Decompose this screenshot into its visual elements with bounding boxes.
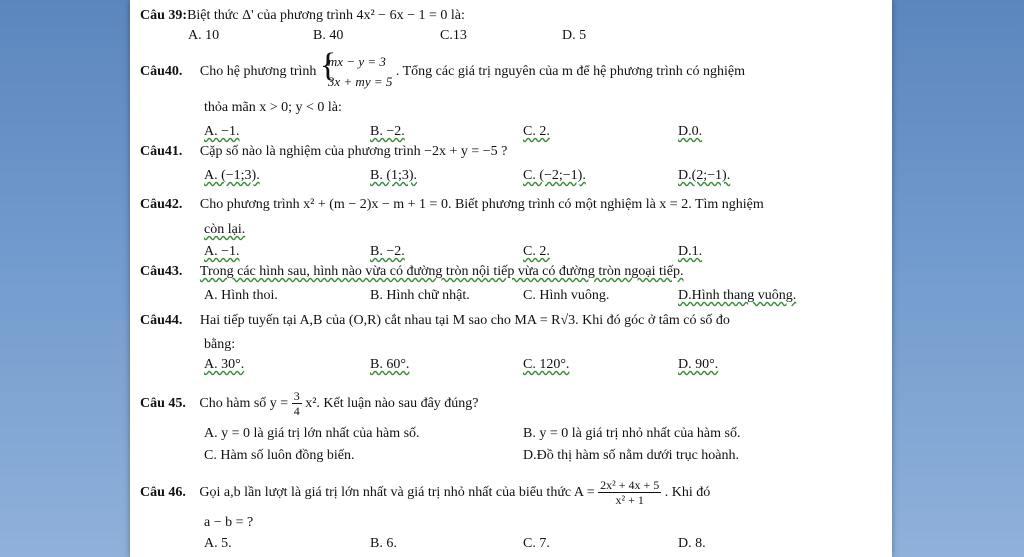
question-41 [140,144,507,161]
option-b: B. 40 [313,28,344,43]
question-42 [140,197,764,214]
option-c: C. 7. [523,536,550,551]
fraction-denominator: x² + 1 [615,493,644,508]
option-a: A. 30°. [204,357,245,372]
option-d: D. 8. [678,536,706,551]
option-d: D.Đồ thị hàm số nằm dưới trục hoành. [523,448,740,463]
question-text: Trong các hình sau, hình nào vừa có đường tròn nội tiếp vừa có đường tròn ngoại tiếp. [199,264,684,279]
option-d: D.0. [678,124,703,139]
question-label: Câu41. [140,144,183,159]
fraction-numerator: 3 [293,389,300,403]
option-c: C.13 [440,28,467,43]
question-39 [140,8,465,25]
option-a: A. −1. [204,124,240,139]
fraction-numerator: 2x² + 4x + 5 [600,478,660,492]
option-d: D. 90°. [678,357,719,372]
option-b: B. y = 0 là giá trị nhỏ nhất của hàm số. [523,426,741,441]
option-a: A. 5. [204,536,232,551]
question-label: Câu42. [140,197,183,212]
equation-1: mx − y = 3 [327,54,386,69]
question-text: Gọi a,b lần lượt là giá trị lớn nhất và giá trị nhỏ nhất của biểu thức A = [199,485,595,501]
option-d: D.Hình thang vuông. [678,288,797,303]
fraction [598,478,661,508]
equation-2: 3x + my = 5 [327,74,393,89]
question-text-cont: x². Kết luận nào sau đây đúng? [305,396,479,412]
option-c: C. 2. [523,124,550,139]
question-text: Hai tiếp tuyến tại A,B của (O,R) cắt nhau tại M sao cho MA = R√3. Khi đó góc ở tâm có số đo [199,313,730,328]
question-text-line2: còn lại. [204,222,246,237]
question-label: Câu43. [140,264,183,279]
question-text: Cho phương trình x² + (m − 2)x − m + 1 = 0. Biết phương trình có một nghiệm là x = 2. Tìm nghiệm [199,197,764,212]
fraction-denominator: 4 [293,404,300,419]
question-label: Câu44. [140,313,183,328]
question-text-line2: bằng: [204,337,236,352]
equation-system: { mx − y = 3 3x + my = 5 [320,52,392,92]
option-b: B. 60°. [370,357,410,372]
question-text-cont: . Khi đó [664,485,711,501]
fraction [292,389,302,419]
question-text: Cặp số nào là nghiệm của phương trình −2x + y = −5 ? [199,144,508,159]
option-a: A. (−1;3). [204,168,260,183]
option-a: A. y = 0 là giá trị lớn nhất của hàm số. [204,426,420,441]
question-text-line2: thỏa mãn x > 0; y < 0 là: [204,100,342,115]
question-40 [140,47,745,92]
question-label: Câu 46. [140,485,186,501]
option-b: B. 6. [370,536,397,551]
option-d: D.(2;−1). [678,168,731,183]
question-label: Câu 39: [140,8,188,23]
option-c: C. Hình vuông. [523,288,610,303]
question-text-line2: a − b = ? [204,515,254,530]
question-label: Câu 45. [140,396,186,412]
question-46 [140,478,710,508]
option-a: A. −1. [204,244,240,259]
question-text: Biệt thức Δ' của phương trình 4x² − 6x − 1 = 0 là: [187,8,465,23]
question-43 [140,264,684,281]
question-text-cont: . Tổng các giá trị nguyên của m để hệ phương trình có nghiệm [395,64,745,80]
option-d: D.1. [678,244,703,259]
option-b: B. (1;3). [370,168,418,183]
option-b: B. Hình chữ nhật. [370,288,470,303]
option-b: B. −2. [370,244,405,259]
question-44 [140,313,730,330]
question-text: Cho hệ phương trình [199,64,317,80]
question-45 [140,389,479,419]
option-c: C. 120°. [523,357,570,372]
document-page [130,0,892,557]
option-a: A. Hình thoi. [204,288,278,303]
option-a: A. 10 [188,28,220,43]
option-c: C. (−2;−1). [523,168,586,183]
question-label: Câu40. [140,64,183,80]
option-b: B. −2. [370,124,405,139]
option-c: C. Hàm số luôn đồng biến. [204,448,355,463]
question-text: Cho hàm số y = [199,396,289,412]
option-c: C. 2. [523,244,550,259]
option-d: D. 5 [562,28,587,43]
